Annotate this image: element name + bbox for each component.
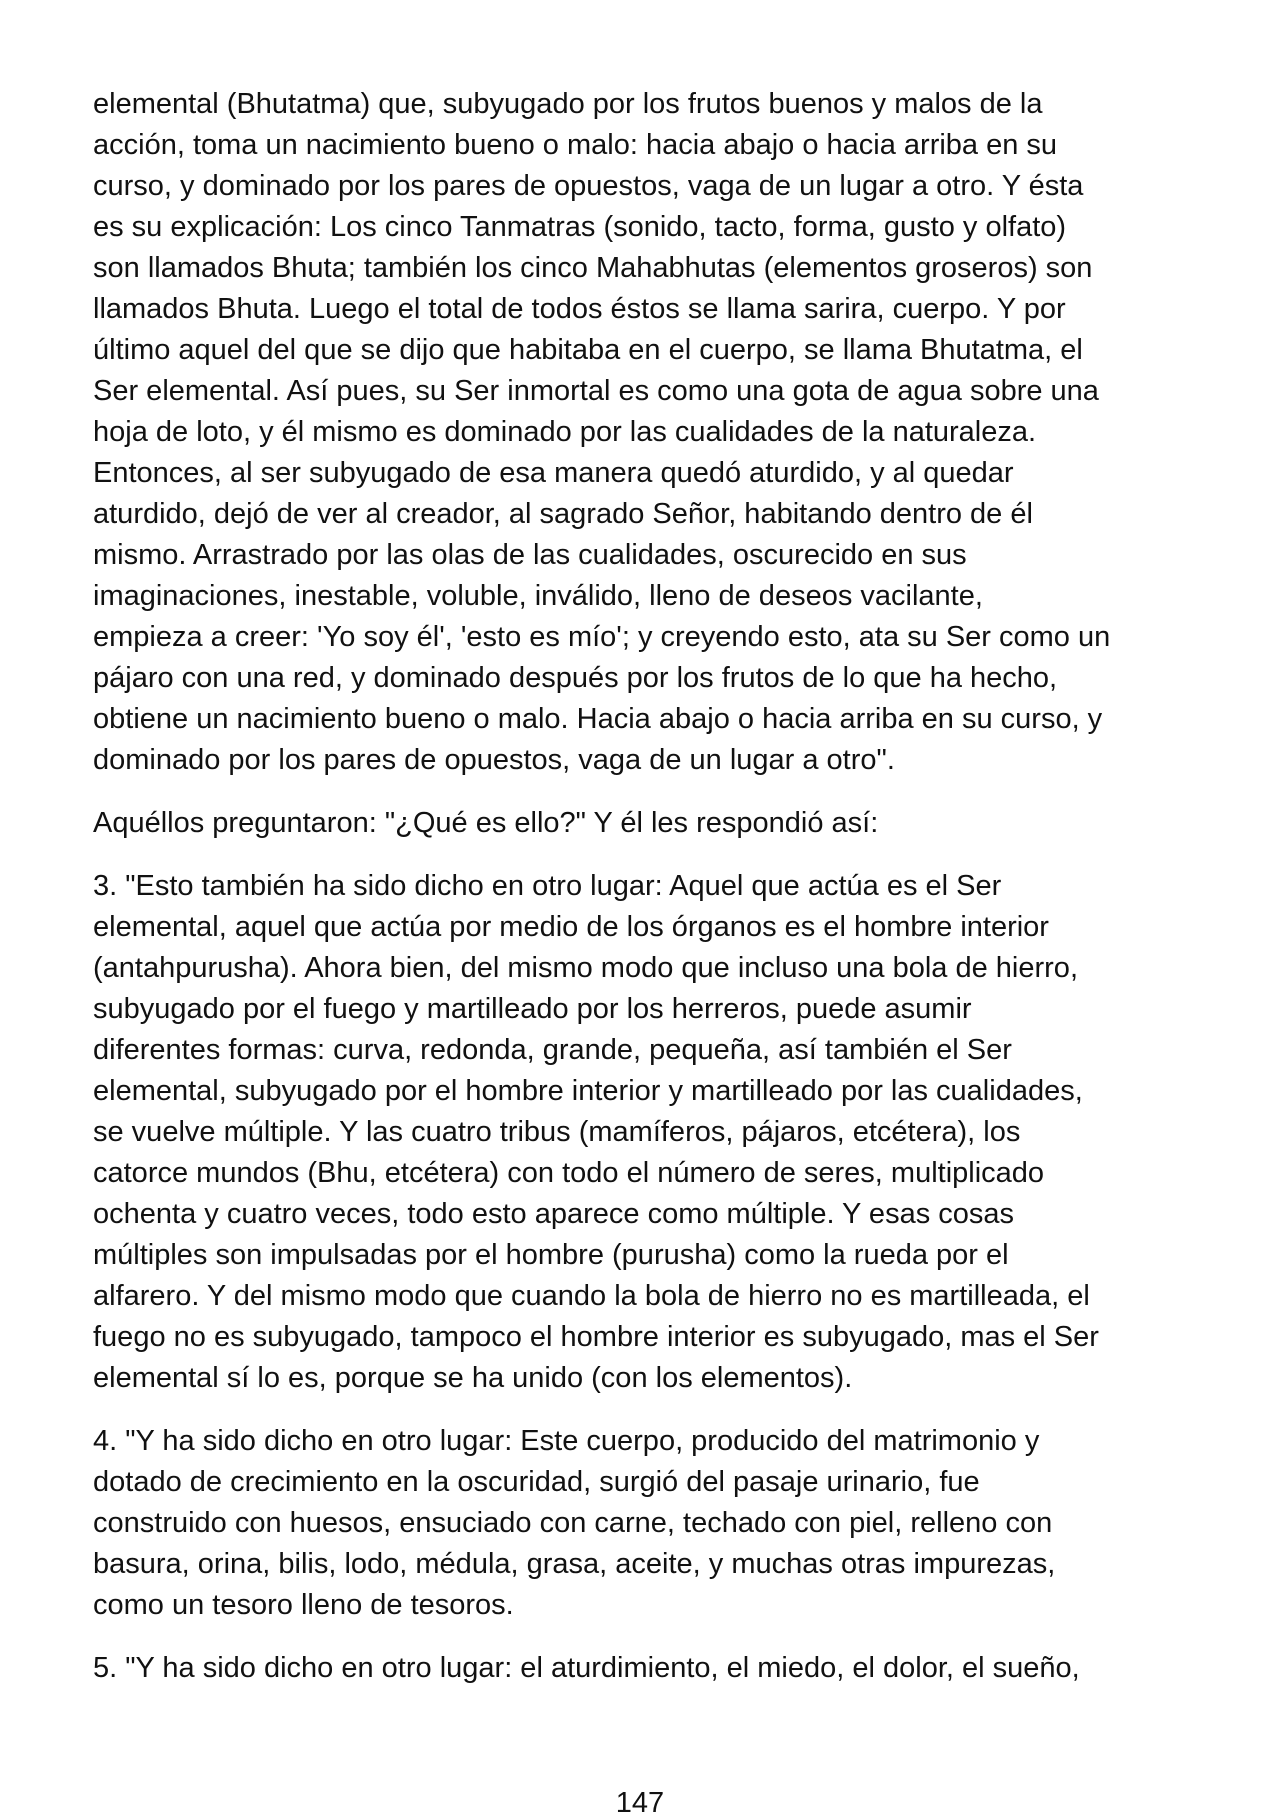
text-line: llamados Bhuta. Luego el total de todos éstos se llama sarira, cuerpo. Y por bbox=[93, 293, 1066, 325]
text-line: mismo. Arrastrado por las olas de las cualidades, oscurecido en sus bbox=[93, 539, 967, 571]
text-line: 5. "Y ha sido dicho en otro lugar: el aturdimiento, el miedo, el dolor, el sueño, bbox=[93, 1652, 1080, 1684]
text-line: subyugado por el fuego y martilleado por los herreros, puede asumir bbox=[93, 993, 972, 1025]
paragraph-2 bbox=[93, 803, 1203, 844]
text-line: pájaro con una red, y dominado después por los frutos de lo que ha hecho, bbox=[93, 662, 1058, 694]
text-line: elemental sí lo es, porque se ha unido (con los elementos). bbox=[93, 1362, 853, 1394]
text-line: como un tesoro lleno de tesoros. bbox=[93, 1589, 514, 1621]
text-line: (antahpurusha). Ahora bien, del mismo modo que incluso una bola de hierro, bbox=[93, 952, 1078, 984]
document-body bbox=[93, 84, 1203, 1711]
paragraph-5 bbox=[93, 1648, 1203, 1689]
text-line: imaginaciones, inestable, voluble, inválido, lleno de deseos vacilante, bbox=[93, 580, 983, 612]
text-line: fuego no es subyugado, tampoco el hombre interior es subyugado, mas el Ser bbox=[93, 1321, 1099, 1353]
text-line: acción, toma un nacimiento bueno o malo: hacia abajo o hacia arriba en su bbox=[93, 129, 1058, 161]
text-line: curso, y dominado por los pares de opuestos, vaga de un lugar a otro. Y ésta bbox=[93, 170, 1084, 202]
text-line: 3. "Esto también ha sido dicho en otro lugar: Aquel que actúa es el Ser bbox=[93, 870, 1002, 902]
paragraph-3 bbox=[93, 866, 1203, 1399]
text-line: último aquel del que se dijo que habitaba en el cuerpo, se llama Bhutatma, el bbox=[93, 334, 1083, 366]
text-line: elemental, aquel que actúa por medio de los órganos es el hombre interior bbox=[93, 911, 1049, 943]
text-line: dominado por los pares de opuestos, vaga de un lugar a otro". bbox=[93, 744, 895, 776]
text-line: Aquéllos preguntaron: "¿Qué es ello?" Y él les respondió así: bbox=[93, 807, 879, 839]
text-line: diferentes formas: curva, redonda, grande, pequeña, así también el Ser bbox=[93, 1034, 1012, 1066]
text-line: construido con huesos, ensuciado con carne, techado con piel, relleno con bbox=[93, 1507, 1053, 1539]
text-line: múltiples son impulsadas por el hombre (purusha) como la rueda por el bbox=[93, 1239, 1009, 1271]
text-line: basura, orina, bilis, lodo, médula, grasa, aceite, y muchas otras impurezas, bbox=[93, 1548, 1056, 1580]
text-line: obtiene un nacimiento bueno o malo. Hacia abajo o hacia arriba en su curso, y bbox=[93, 703, 1103, 735]
text-line: se vuelve múltiple. Y las cuatro tribus (mamíferos, pájaros, etcétera), los bbox=[93, 1116, 1021, 1148]
text-line: dotado de crecimiento en la oscuridad, surgió del pasaje urinario, fue bbox=[93, 1466, 980, 1498]
text-line: es su explicación: Los cinco Tanmatras (sonido, tacto, forma, gusto y olfato) bbox=[93, 211, 1067, 243]
text-line: alfarero. Y del mismo modo que cuando la bola de hierro no es martilleada, el bbox=[93, 1280, 1090, 1312]
text-line: catorce mundos (Bhu, etcétera) con todo el número de seres, multiplicado bbox=[93, 1157, 1045, 1189]
text-line: empieza a creer: 'Yo soy él', 'esto es mío'; y creyendo esto, ata su Ser como un bbox=[93, 621, 1111, 653]
text-line: ochenta y cuatro veces, todo esto aparece como múltiple. Y esas cosas bbox=[93, 1198, 1015, 1230]
text-line: Ser elemental. Así pues, su Ser inmortal es como una gota de agua sobre una bbox=[93, 375, 1099, 407]
page-number: 147 bbox=[615, 1787, 665, 1819]
text-line: Entonces, al ser subyugado de esa manera quedó aturdido, y al quedar bbox=[93, 457, 1014, 489]
text-line: son llamados Bhuta; también los cinco Mahabhutas (elementos groseros) son bbox=[93, 252, 1093, 284]
paragraph-1 bbox=[93, 84, 1203, 781]
text-line: 4. "Y ha sido dicho en otro lugar: Este cuerpo, producido del matrimonio y bbox=[93, 1425, 1040, 1457]
text-line: elemental, subyugado por el hombre interior y martilleado por las cualidades, bbox=[93, 1075, 1083, 1107]
text-line: hoja de loto, y él mismo es dominado por las cualidades de la naturaleza. bbox=[93, 416, 1037, 448]
paragraph-4 bbox=[93, 1421, 1203, 1626]
text-line: aturdido, dejó de ver al creador, al sagrado Señor, habitando dentro de él bbox=[93, 498, 1033, 530]
text-line: elemental (Bhutatma) que, subyugado por los frutos buenos y malos de la bbox=[93, 88, 1043, 120]
